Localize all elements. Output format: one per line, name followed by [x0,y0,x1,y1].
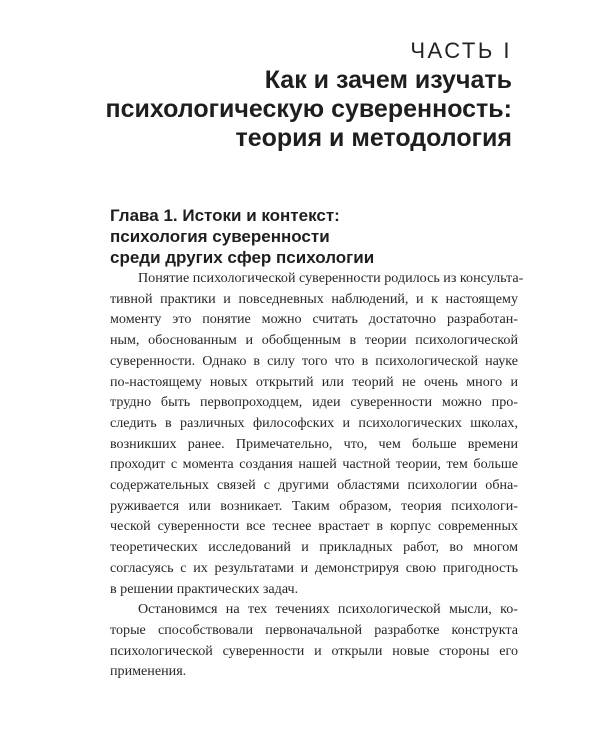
text-line: торые способствовали первоначальной разработке конструкта [110,621,518,638]
part-title [52,66,512,153]
text-line: применения. [110,663,187,680]
text-line: руживается или возникает. Таким образом, теория психологи- [110,497,518,514]
part-title-line: психологическую суверенность: [105,95,512,123]
text-line: ческой суверенности все теснее врастает в корпус современных [110,518,518,535]
text-line: Остановимся на тех течениях психологической мысли, ко- [138,601,518,618]
part-title-line: теория и методология [235,124,512,152]
text-line: согласуясь с их результатами и демонстрируя свою пригодность [110,559,518,576]
text-line: в решении практических задач. [110,580,299,597]
chapter-title-line: Глава 1. Истоки и контекст: [110,206,340,225]
text-line: проходит с момента создания нашей частной теории, тем больше [110,456,518,473]
paragraph-2 [110,599,518,682]
body-text [110,268,524,682]
text-line: трудно быть первопроходцем, идеи суверенности можно про- [110,394,518,411]
text-line: теоретических исследований и прикладных работ, во многом [110,539,518,556]
text-line: моменту это понятие можно считать достаточно разработан- [110,311,518,328]
text-line: суверенности. Однако в силу того что в психологической науке [110,352,518,369]
chapter-title-line: психология суверенности [110,227,330,246]
text-line: Понятие психологической суверенности родилось из консульта- [138,270,524,286]
text-line: по-настоящему новых открытий или теорий не очень много и [110,373,518,390]
text-line: возникших ранее. Примечательно, что, чем больше времени [110,435,518,452]
text-line: ным, обоснованным и обобщенным в теории психологической [110,332,518,349]
part-label: ЧАСТЬ I [410,38,512,63]
text-line: тивной практики и повседневных наблюдений, и к настоящему [110,290,518,307]
text-line: психологической суверенности и открыли новые стороны его [110,642,518,659]
paragraph-1 [110,268,524,599]
chapter-title-line: среди других сфер психологии [110,248,375,267]
part-title-line: Как и зачем изучать [264,66,512,94]
chapter-title [110,205,530,268]
text-line: содержательных связей с другими областями психологии обна- [110,477,518,494]
text-line: следить в различных философских и психологических школах, [110,414,518,431]
